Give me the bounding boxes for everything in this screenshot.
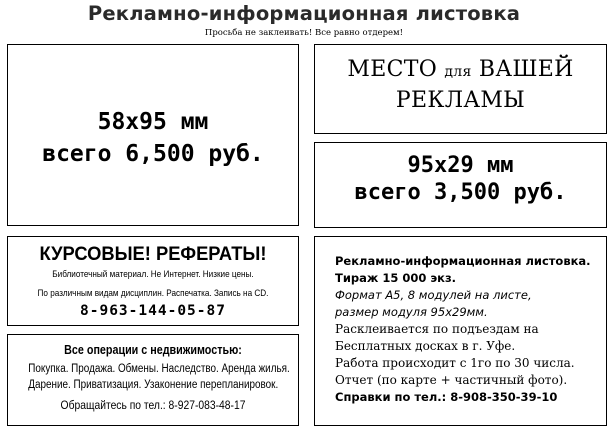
ad-courses-line1: Библиотечный материал. Не Интернет. Низкие цены. [52, 269, 254, 280]
ad-courses-heading: КУРСОВЫЕ! РЕФЕРАТЫ! [39, 243, 267, 265]
ad-realty-heading: Все операции с недвижимостью: [64, 343, 242, 357]
ad-realty-line2: Дарение. Приватизация. Узаконение перепланировок. [28, 379, 279, 391]
ad-info [314, 236, 607, 426]
ad-placeholder-word1: МЕСТО [347, 57, 445, 82]
ad-realty [7, 334, 299, 426]
page-subtitle: Просьба не заклеивать! Все равно отдерем! [204, 28, 404, 38]
ad-price-label: всего 3,500 руб. [354, 180, 567, 205]
ad-placeholder-word3: ВАШЕЙ [471, 57, 574, 82]
info-line-9: Справки по тел.: 8-908-350-39-10 [335, 390, 558, 404]
ad-courses-line2: По различным видам дисциплин. Распечатка. Запись на CD. [37, 288, 269, 299]
ad-realty-phone: 8-927-083-48-17 [165, 398, 246, 412]
info-line-8: Отчет (по карте + частичный фото). [335, 373, 568, 387]
info-line-3: Формат А5, 8 модулей на листе, [335, 288, 532, 302]
ad-placeholder-word2: для [444, 64, 472, 80]
info-line-4: размер модуля 95х29мм. [335, 305, 488, 319]
ad-module-placeholder [314, 44, 607, 134]
ad-realty-contact-label: Обращайтесь по тел.: [60, 398, 166, 412]
ad-module-large [7, 44, 299, 226]
ad-size-label: 95х29 мм [407, 153, 514, 178]
ad-placeholder-line2: РЕКЛАМЫ [395, 88, 526, 113]
ad-realty-line1: Покупка. Продажа. Обмены. Наследство. Аренда жилья. [28, 363, 290, 375]
ad-module-small [314, 142, 607, 228]
info-line-1: Рекламно-информационная листовка. [335, 254, 591, 268]
ad-courses [7, 236, 299, 326]
ad-placeholder-line1 [315, 57, 606, 82]
ad-realty-contact [28, 398, 277, 412]
info-line-2: Тираж 15 000 экз. [335, 271, 457, 285]
page-title: Рекламно-информационная листовка [87, 2, 521, 25]
ad-courses-phone: 8-963-144-05-87 [80, 303, 226, 319]
ad-size-label: 58х95 мм [97, 109, 209, 135]
info-line-5: Расклеивается по подъездам на [335, 322, 539, 336]
ad-price-label: всего 6,500 руб. [42, 141, 264, 167]
info-line-6: Бесплатных досках в г. Уфе. [335, 339, 516, 353]
info-line-7: Работа происходит с 1го по 30 числа. [335, 356, 575, 370]
